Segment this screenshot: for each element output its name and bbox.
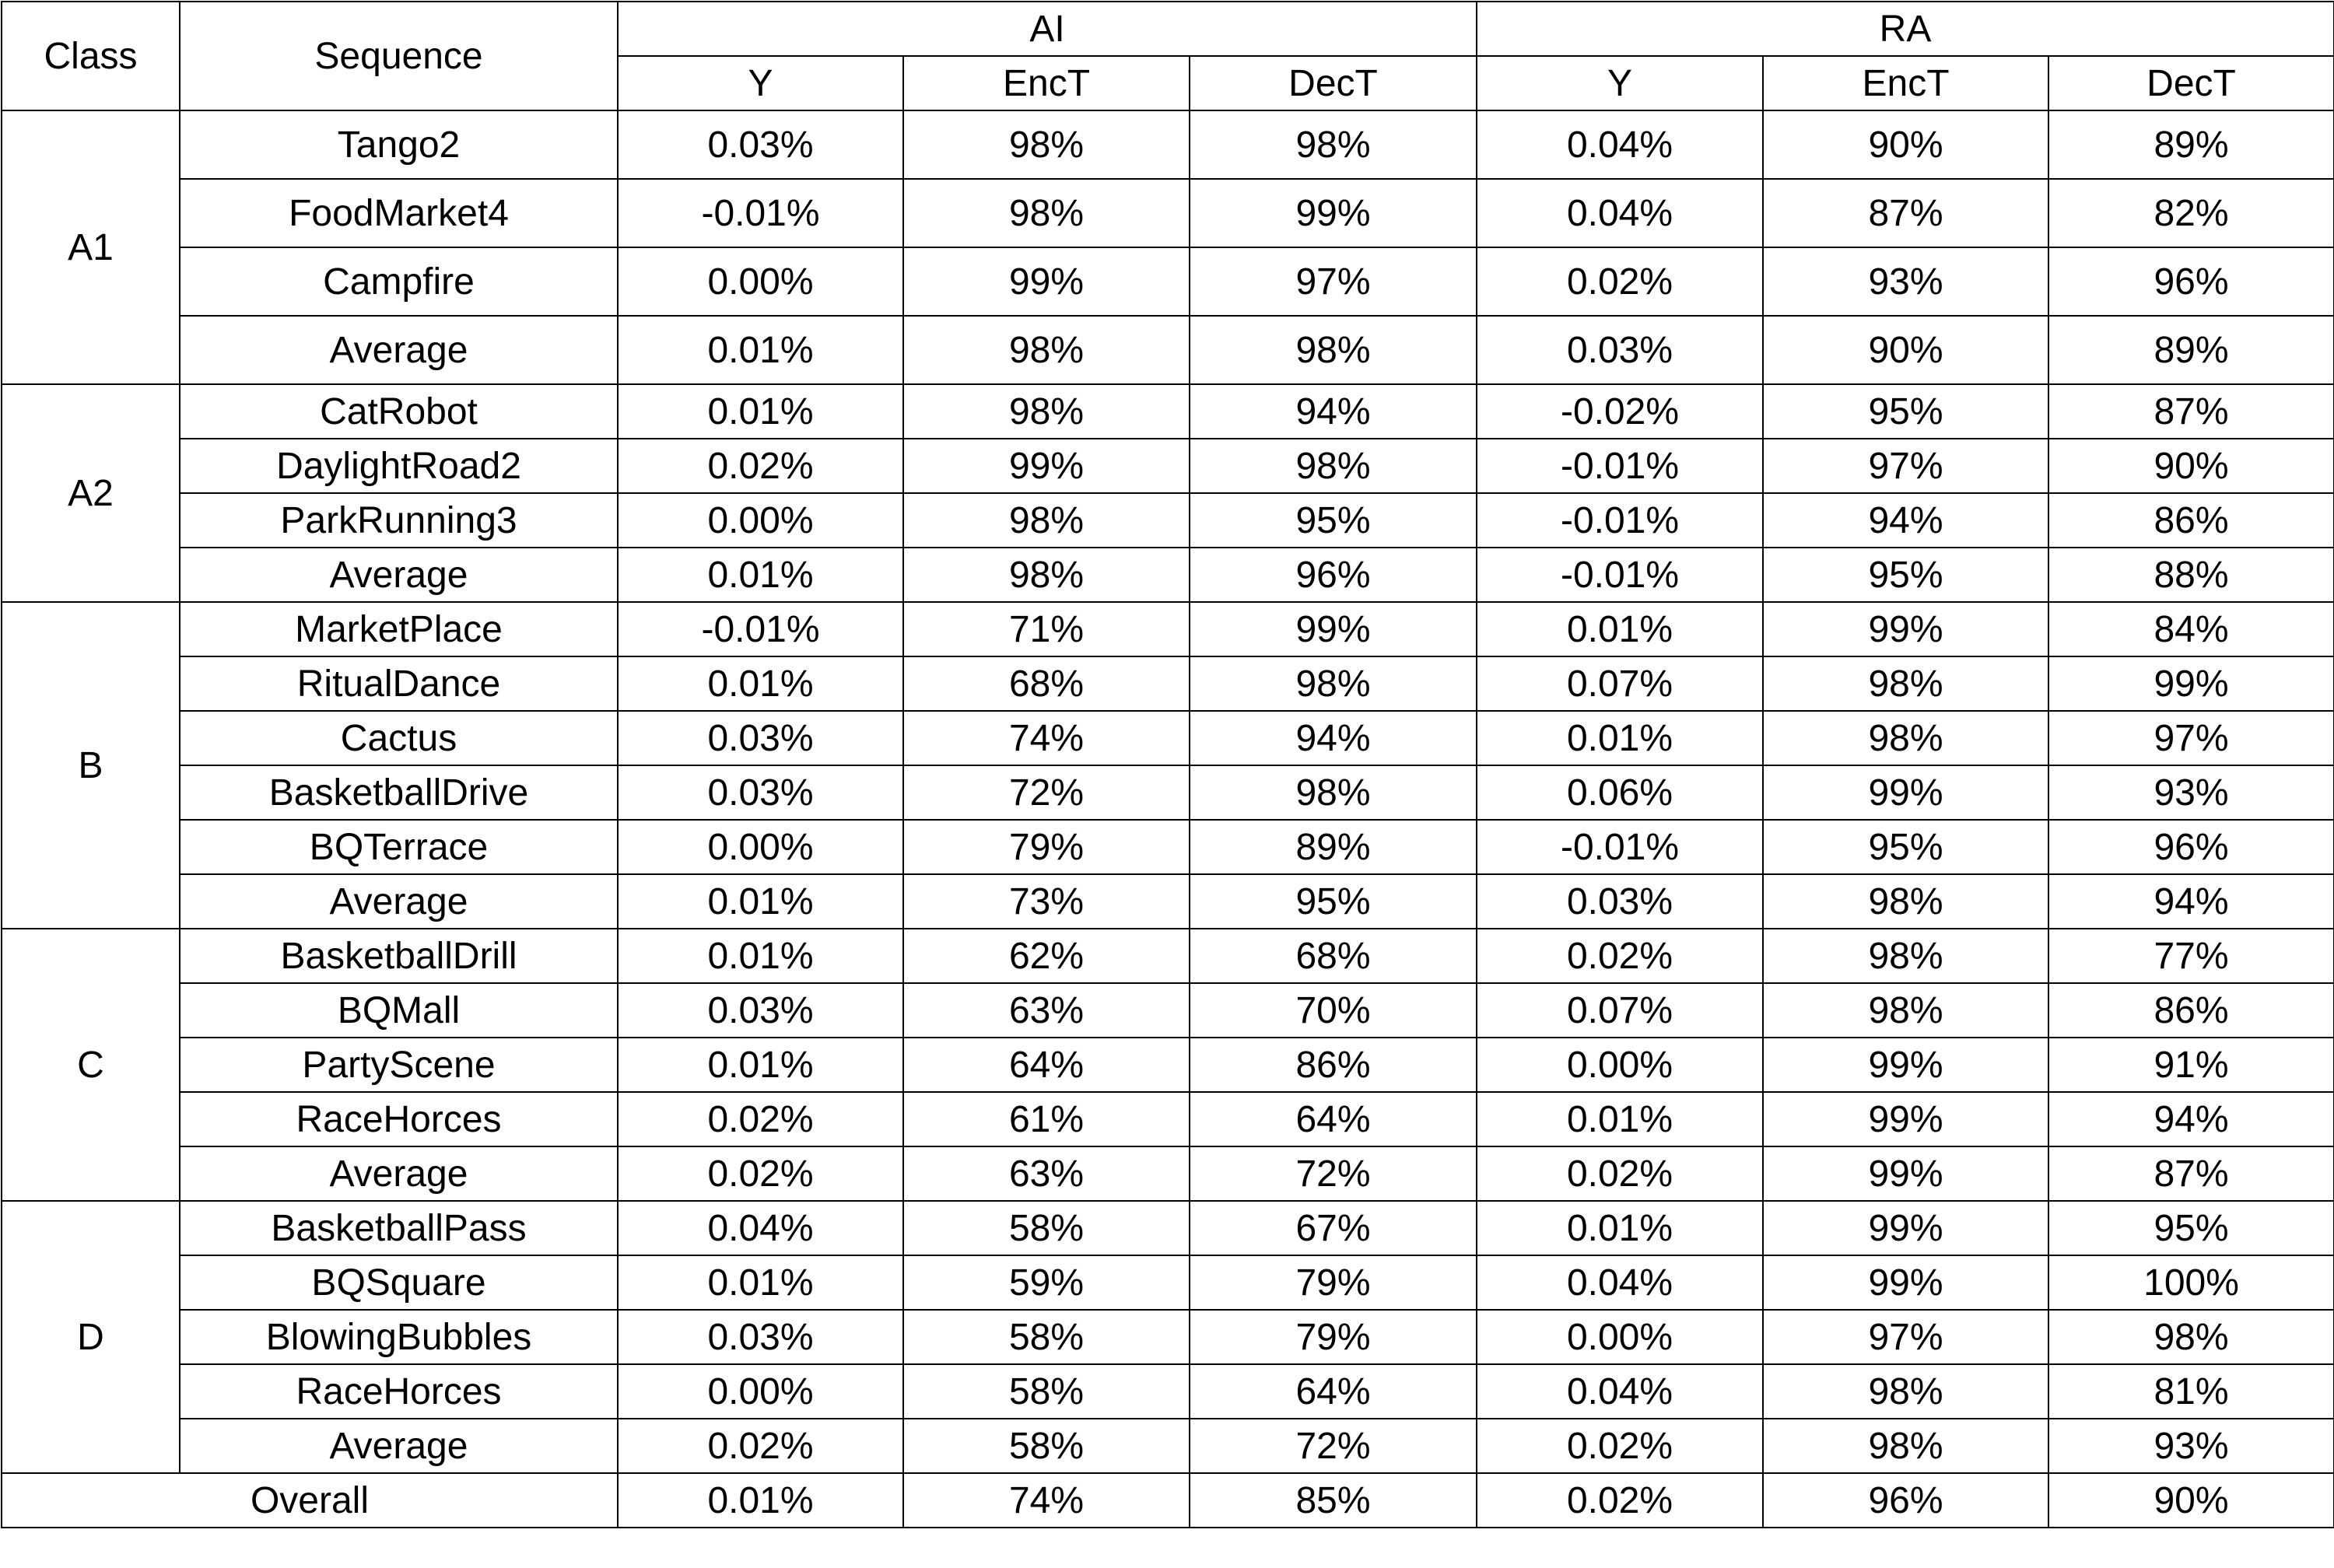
value-cell-ra-dect: 94% <box>2048 1092 2334 1146</box>
table-row <box>2 439 2334 493</box>
value-cell-ra-enct: 98% <box>1763 929 2048 983</box>
value-cell-ai-y: 0.01% <box>618 874 903 929</box>
value-cell-ra-enct: 95% <box>1763 820 2048 874</box>
value-cell-ra-dect: 91% <box>2048 1038 2334 1092</box>
value-cell-ra-dect: 88% <box>2048 548 2334 602</box>
subheader-ra-dect: DecT <box>2048 56 2334 110</box>
sequence-cell: Average <box>180 874 618 929</box>
value-cell-ra-y: -0.01% <box>1477 493 1763 548</box>
table-row <box>2 929 2334 983</box>
table-row <box>2 765 2334 820</box>
value-cell-ai-dect: 95% <box>1190 493 1477 548</box>
value-cell-ai-enct: 62% <box>903 929 1190 983</box>
table-row <box>2 1255 2334 1310</box>
value-cell-ra-y: 0.01% <box>1477 1092 1763 1146</box>
sequence-cell: Tango2 <box>180 110 618 179</box>
value-cell-ra-enct: 90% <box>1763 316 2048 384</box>
value-cell-ai-dect: 94% <box>1190 384 1477 439</box>
header-sequence: Sequence <box>180 2 618 110</box>
value-cell-ai-enct: 63% <box>903 983 1190 1038</box>
value-cell-ra-y: 0.00% <box>1477 1038 1763 1092</box>
sequence-cell: BasketballPass <box>180 1201 618 1255</box>
value-cell-ra-y: 0.04% <box>1477 1255 1763 1310</box>
table-row <box>2 493 2334 548</box>
sequence-cell: Average <box>180 1419 618 1473</box>
value-cell-ra-dect: 86% <box>2048 983 2334 1038</box>
header-row <box>2 2 2334 56</box>
value-cell-ai-enct: 61% <box>903 1092 1190 1146</box>
table-row <box>2 602 2334 656</box>
value-cell-ra-dect: 100% <box>2048 1255 2334 1310</box>
value-cell-ra-enct: 94% <box>1763 493 2048 548</box>
value-cell-ai-y: 0.03% <box>618 711 903 765</box>
value-cell-ai-enct: 99% <box>903 247 1190 316</box>
table-row <box>2 874 2334 929</box>
value-cell-ra-y: 0.01% <box>1477 1201 1763 1255</box>
value-cell-ai-enct: 98% <box>903 384 1190 439</box>
value-cell-ai-y: 0.02% <box>618 439 903 493</box>
results-table <box>1 1 2334 1528</box>
table-row <box>2 711 2334 765</box>
header-group-ra: RA <box>1477 2 2334 56</box>
value-cell-ai-enct: 58% <box>903 1364 1190 1419</box>
value-cell-ai-dect: 98% <box>1190 656 1477 711</box>
overall-value-ra-enct: 96% <box>1763 1473 2048 1528</box>
sequence-cell: Cactus <box>180 711 618 765</box>
value-cell-ai-y: 0.04% <box>618 1201 903 1255</box>
table-body <box>2 2 2334 1528</box>
value-cell-ai-enct: 59% <box>903 1255 1190 1310</box>
value-cell-ra-dect: 99% <box>2048 656 2334 711</box>
value-cell-ra-enct: 99% <box>1763 602 2048 656</box>
value-cell-ai-dect: 64% <box>1190 1092 1477 1146</box>
subheader-ra-enct: EncT <box>1763 56 2048 110</box>
value-cell-ra-y: -0.02% <box>1477 384 1763 439</box>
value-cell-ai-y: 0.03% <box>618 983 903 1038</box>
class-cell: A1 <box>2 110 180 384</box>
value-cell-ai-y: 0.03% <box>618 110 903 179</box>
value-cell-ai-dect: 70% <box>1190 983 1477 1038</box>
value-cell-ai-dect: 79% <box>1190 1310 1477 1364</box>
overall-value-ai-y: 0.01% <box>618 1473 903 1528</box>
sequence-cell: PartyScene <box>180 1038 618 1092</box>
value-cell-ai-enct: 99% <box>903 439 1190 493</box>
value-cell-ai-y: 0.01% <box>618 1255 903 1310</box>
sequence-cell: DaylightRoad2 <box>180 439 618 493</box>
sequence-cell: Average <box>180 316 618 384</box>
value-cell-ai-enct: 58% <box>903 1201 1190 1255</box>
value-cell-ra-enct: 97% <box>1763 439 2048 493</box>
value-cell-ra-dect: 95% <box>2048 1201 2334 1255</box>
overall-value-ra-dect: 90% <box>2048 1473 2334 1528</box>
value-cell-ra-y: 0.02% <box>1477 1419 1763 1473</box>
value-cell-ra-dect: 81% <box>2048 1364 2334 1419</box>
class-cell: C <box>2 929 180 1201</box>
value-cell-ai-enct: 98% <box>903 179 1190 247</box>
value-cell-ra-y: 0.02% <box>1477 929 1763 983</box>
table-row <box>2 384 2334 439</box>
value-cell-ra-enct: 95% <box>1763 384 2048 439</box>
sequence-cell: MarketPlace <box>180 602 618 656</box>
value-cell-ra-dect: 77% <box>2048 929 2334 983</box>
value-cell-ra-enct: 99% <box>1763 1038 2048 1092</box>
value-cell-ra-dect: 90% <box>2048 439 2334 493</box>
value-cell-ra-dect: 96% <box>2048 247 2334 316</box>
overall-row <box>2 1473 2334 1528</box>
value-cell-ra-enct: 99% <box>1763 1092 2048 1146</box>
table-row <box>2 1201 2334 1255</box>
value-cell-ai-enct: 58% <box>903 1419 1190 1473</box>
value-cell-ai-dect: 64% <box>1190 1364 1477 1419</box>
value-cell-ra-enct: 87% <box>1763 179 2048 247</box>
value-cell-ra-dect: 94% <box>2048 874 2334 929</box>
value-cell-ai-enct: 98% <box>903 110 1190 179</box>
table-row <box>2 247 2334 316</box>
sequence-cell: FoodMarket4 <box>180 179 618 247</box>
value-cell-ra-enct: 95% <box>1763 548 2048 602</box>
value-cell-ra-y: 0.06% <box>1477 765 1763 820</box>
value-cell-ra-y: 0.04% <box>1477 179 1763 247</box>
value-cell-ai-dect: 99% <box>1190 602 1477 656</box>
value-cell-ai-y: 0.00% <box>618 1364 903 1419</box>
value-cell-ai-y: 0.00% <box>618 247 903 316</box>
header-class: Class <box>2 2 180 110</box>
value-cell-ra-dect: 96% <box>2048 820 2334 874</box>
value-cell-ra-enct: 99% <box>1763 1201 2048 1255</box>
class-cell: A2 <box>2 384 180 602</box>
overall-value-ai-enct: 74% <box>903 1473 1190 1528</box>
table-row <box>2 548 2334 602</box>
table-row <box>2 110 2334 179</box>
value-cell-ai-enct: 98% <box>903 316 1190 384</box>
value-cell-ai-enct: 73% <box>903 874 1190 929</box>
value-cell-ai-dect: 89% <box>1190 820 1477 874</box>
value-cell-ai-dect: 98% <box>1190 110 1477 179</box>
value-cell-ra-y: 0.01% <box>1477 602 1763 656</box>
value-cell-ai-y: -0.01% <box>618 602 903 656</box>
value-cell-ra-enct: 93% <box>1763 247 2048 316</box>
value-cell-ra-y: -0.01% <box>1477 548 1763 602</box>
sequence-cell: BQMall <box>180 983 618 1038</box>
sequence-cell: BlowingBubbles <box>180 1310 618 1364</box>
value-cell-ra-dect: 89% <box>2048 110 2334 179</box>
value-cell-ra-y: -0.01% <box>1477 439 1763 493</box>
class-cell: D <box>2 1201 180 1473</box>
sequence-cell: RaceHorces <box>180 1092 618 1146</box>
value-cell-ai-y: 0.01% <box>618 384 903 439</box>
value-cell-ai-y: 0.01% <box>618 656 903 711</box>
value-cell-ra-dect: 89% <box>2048 316 2334 384</box>
table-row <box>2 820 2334 874</box>
value-cell-ra-y: 0.07% <box>1477 983 1763 1038</box>
sequence-cell: Campfire <box>180 247 618 316</box>
value-cell-ra-y: 0.04% <box>1477 1364 1763 1419</box>
subheader-ra-y: Y <box>1477 56 1763 110</box>
value-cell-ai-enct: 71% <box>903 602 1190 656</box>
header-group-ai: AI <box>618 2 1477 56</box>
value-cell-ai-enct: 63% <box>903 1146 1190 1201</box>
value-cell-ra-y: 0.03% <box>1477 874 1763 929</box>
value-cell-ra-dect: 84% <box>2048 602 2334 656</box>
value-cell-ai-enct: 98% <box>903 548 1190 602</box>
value-cell-ra-dect: 86% <box>2048 493 2334 548</box>
value-cell-ai-y: 0.01% <box>618 1038 903 1092</box>
value-cell-ai-dect: 98% <box>1190 765 1477 820</box>
value-cell-ai-y: 0.03% <box>618 1310 903 1364</box>
value-cell-ai-enct: 68% <box>903 656 1190 711</box>
sequence-cell: Average <box>180 548 618 602</box>
value-cell-ra-enct: 90% <box>1763 110 2048 179</box>
value-cell-ai-dect: 72% <box>1190 1146 1477 1201</box>
value-cell-ai-dect: 95% <box>1190 874 1477 929</box>
overall-value-ra-y: 0.02% <box>1477 1473 1763 1528</box>
value-cell-ra-y: 0.01% <box>1477 711 1763 765</box>
table-row <box>2 1310 2334 1364</box>
value-cell-ra-y: 0.00% <box>1477 1310 1763 1364</box>
value-cell-ra-dect: 87% <box>2048 384 2334 439</box>
sequence-cell: RaceHorces <box>180 1364 618 1419</box>
value-cell-ai-enct: 72% <box>903 765 1190 820</box>
table-row <box>2 656 2334 711</box>
overall-value-ai-dect: 85% <box>1190 1473 1477 1528</box>
table-row <box>2 179 2334 247</box>
value-cell-ai-enct: 98% <box>903 493 1190 548</box>
value-cell-ai-dect: 96% <box>1190 548 1477 602</box>
value-cell-ai-dect: 98% <box>1190 439 1477 493</box>
value-cell-ai-y: 0.01% <box>618 929 903 983</box>
value-cell-ra-dect: 93% <box>2048 765 2334 820</box>
table-row <box>2 316 2334 384</box>
value-cell-ai-dect: 97% <box>1190 247 1477 316</box>
value-cell-ra-enct: 98% <box>1763 983 2048 1038</box>
value-cell-ai-dect: 72% <box>1190 1419 1477 1473</box>
value-cell-ra-dect: 82% <box>2048 179 2334 247</box>
value-cell-ra-enct: 97% <box>1763 1310 2048 1364</box>
table-row <box>2 1038 2334 1092</box>
value-cell-ra-enct: 98% <box>1763 711 2048 765</box>
value-cell-ra-dect: 87% <box>2048 1146 2334 1201</box>
sequence-cell: ParkRunning3 <box>180 493 618 548</box>
table-row <box>2 1364 2334 1419</box>
table-row <box>2 1146 2334 1201</box>
table-row <box>2 983 2334 1038</box>
value-cell-ra-y: 0.04% <box>1477 110 1763 179</box>
value-cell-ra-dect: 93% <box>2048 1419 2334 1473</box>
value-cell-ai-y: 0.00% <box>618 820 903 874</box>
value-cell-ai-y: 0.03% <box>618 765 903 820</box>
value-cell-ai-y: -0.01% <box>618 179 903 247</box>
value-cell-ra-y: 0.03% <box>1477 316 1763 384</box>
value-cell-ra-enct: 98% <box>1763 1364 2048 1419</box>
value-cell-ra-enct: 99% <box>1763 1255 2048 1310</box>
value-cell-ai-enct: 58% <box>903 1310 1190 1364</box>
value-cell-ai-dect: 68% <box>1190 929 1477 983</box>
value-cell-ai-enct: 79% <box>903 820 1190 874</box>
subheader-ai-enct: EncT <box>903 56 1190 110</box>
sequence-cell: Average <box>180 1146 618 1201</box>
value-cell-ra-y: 0.02% <box>1477 1146 1763 1201</box>
sequence-cell: BQTerrace <box>180 820 618 874</box>
sequence-cell: CatRobot <box>180 384 618 439</box>
value-cell-ai-dect: 67% <box>1190 1201 1477 1255</box>
value-cell-ra-enct: 98% <box>1763 874 2048 929</box>
value-cell-ai-enct: 64% <box>903 1038 1190 1092</box>
value-cell-ra-y: -0.01% <box>1477 820 1763 874</box>
value-cell-ai-dect: 86% <box>1190 1038 1477 1092</box>
value-cell-ai-dect: 98% <box>1190 316 1477 384</box>
subheader-ai-dect: DecT <box>1190 56 1477 110</box>
table-row <box>2 1092 2334 1146</box>
class-cell: B <box>2 602 180 929</box>
sequence-cell: BasketballDrill <box>180 929 618 983</box>
value-cell-ai-y: 0.02% <box>618 1146 903 1201</box>
table-row <box>2 1419 2334 1473</box>
value-cell-ai-y: 0.01% <box>618 316 903 384</box>
value-cell-ai-y: 0.02% <box>618 1419 903 1473</box>
value-cell-ai-dect: 94% <box>1190 711 1477 765</box>
value-cell-ai-y: 0.02% <box>618 1092 903 1146</box>
value-cell-ai-dect: 99% <box>1190 179 1477 247</box>
value-cell-ai-y: 0.00% <box>618 493 903 548</box>
value-cell-ai-dect: 79% <box>1190 1255 1477 1310</box>
sequence-cell: BasketballDrive <box>180 765 618 820</box>
sequence-cell: BQSquare <box>180 1255 618 1310</box>
value-cell-ra-enct: 98% <box>1763 1419 2048 1473</box>
value-cell-ai-enct: 74% <box>903 711 1190 765</box>
value-cell-ra-y: 0.07% <box>1477 656 1763 711</box>
value-cell-ra-dect: 98% <box>2048 1310 2334 1364</box>
value-cell-ra-enct: 99% <box>1763 1146 2048 1201</box>
value-cell-ra-enct: 98% <box>1763 656 2048 711</box>
overall-label: Overall <box>2 1473 618 1528</box>
value-cell-ra-dect: 97% <box>2048 711 2334 765</box>
value-cell-ra-enct: 99% <box>1763 765 2048 820</box>
subheader-ai-y: Y <box>618 56 903 110</box>
value-cell-ra-y: 0.02% <box>1477 247 1763 316</box>
sequence-cell: RitualDance <box>180 656 618 711</box>
value-cell-ai-y: 0.01% <box>618 548 903 602</box>
